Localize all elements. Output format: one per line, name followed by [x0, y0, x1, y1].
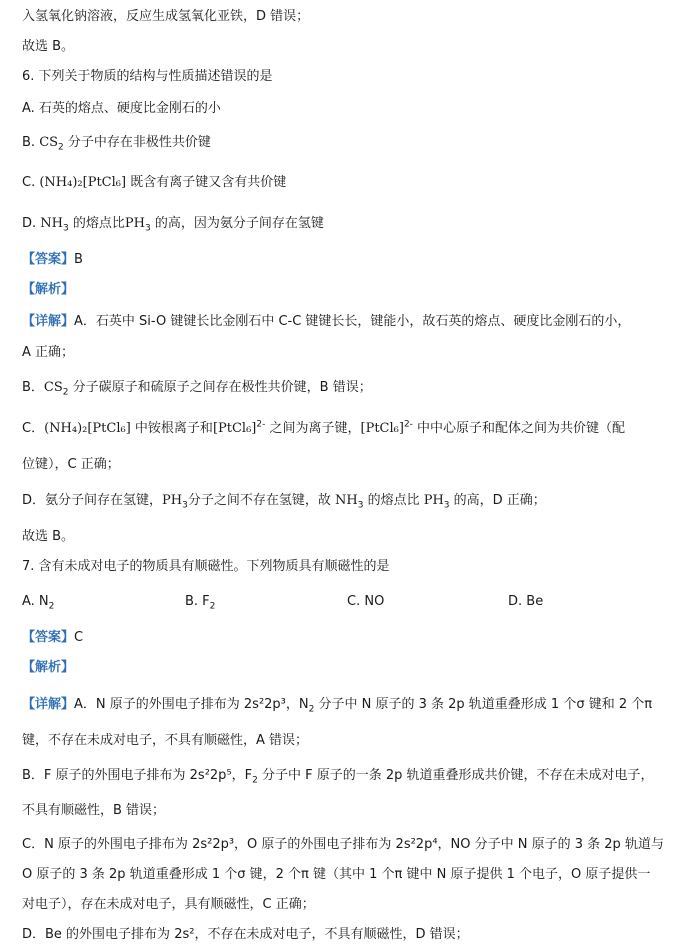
text: 的熔点比	[363, 493, 424, 508]
answer-value: C	[74, 630, 84, 645]
subscript: 2	[58, 142, 64, 153]
q5-choose: 故选 B。	[22, 39, 75, 54]
q6-analysis-tag	[22, 281, 74, 299]
q7-option-b	[185, 593, 215, 611]
prefix: D．氨分子间存在氢键，	[22, 493, 163, 508]
formula: CS	[39, 135, 59, 150]
formula: NH	[40, 216, 63, 231]
answer-tag: 【答案】	[22, 630, 75, 645]
text: 分子中 N 原子的 3 条 2p 轨道重叠形成 1 个σ 键和 2 个π	[314, 697, 653, 712]
formula: N	[298, 697, 309, 712]
prefix: D.	[22, 216, 41, 231]
text: 之间为离子键，	[265, 421, 361, 436]
subscript: 2	[252, 775, 258, 786]
q7-option-c: C. NO	[347, 594, 385, 609]
answer-tag: 【答案】	[22, 252, 75, 267]
subscript: 3	[63, 223, 69, 234]
formula: [PtCl₆]	[360, 421, 404, 436]
q7-detail-a-line2: 键，不存在未成对电子，不具有顺磁性，A 错误；	[22, 733, 309, 748]
formula: PH	[423, 493, 444, 508]
subscript: 2	[48, 601, 55, 612]
formula: NH	[334, 493, 358, 508]
q6-option-b	[22, 134, 211, 152]
subscript: 2	[62, 387, 69, 398]
analysis-tag: 【解析】	[22, 282, 75, 297]
prefix: B．	[22, 380, 44, 395]
subscript: 3	[443, 500, 450, 511]
q6-detail-d	[22, 492, 546, 510]
text: 中中心原子和配体之间为共价键（配	[412, 421, 626, 436]
q6-option-a: A. 石英的熔点、硬度比金刚石的小	[22, 101, 221, 116]
option-b-text: B. F	[185, 594, 210, 609]
analysis-tag: 【解析】	[22, 660, 75, 675]
q7-answer	[22, 629, 83, 647]
subscript: 3	[182, 500, 188, 511]
q7-option-d: D. Be	[508, 594, 544, 609]
formula: (NH₄)₂[PtCl₆]	[39, 175, 127, 190]
formula: PH	[162, 493, 183, 508]
option-a-text: A. N	[22, 594, 49, 609]
superscript: 2-	[403, 419, 413, 430]
text: 分子中存在非极性共价键	[63, 135, 211, 150]
formula: [PtCl₆]	[212, 421, 257, 436]
text: B．F 原子的外围电子排布为 2s²2p⁵，	[22, 768, 245, 783]
formula: F	[244, 768, 253, 783]
text: 分子中 F 原子的一条 2p 轨道重叠形成共价键，不存在未成对电子，	[257, 768, 654, 783]
detail-tag: 【详解】	[22, 697, 75, 712]
superscript: 2-	[256, 419, 266, 430]
q6-detail-c-line1	[22, 420, 625, 438]
q6-detail-a-line2: A 正确；	[22, 345, 75, 360]
text: A．N 原子的外围电子排布为 2s²2p³，	[74, 697, 299, 712]
q7-detail-d: D．Be 的外围电子排布为 2s²，不存在未成对电子，不具有顺磁性，D 错误；	[22, 927, 469, 942]
subscript: 2	[308, 704, 315, 715]
q6-choose: 故选 B。	[22, 529, 75, 544]
text: 既含有离子键又含有共价键	[126, 175, 287, 190]
q7-analysis-tag	[22, 659, 74, 677]
q6-option-c	[22, 174, 286, 192]
prefix: C.	[22, 175, 40, 190]
q5-text-line: 入氢氧化钠溶液，反应生成氢氧化亚铁，D 错误；	[22, 9, 310, 24]
prefix: C．	[22, 421, 45, 436]
q6-detail-c-line2: 位键），C 正确；	[22, 457, 120, 472]
subscript: 2	[209, 601, 216, 612]
q6-answer	[22, 251, 83, 269]
subscript: 3	[144, 223, 151, 234]
text: 的熔点比	[68, 216, 125, 231]
subscript: 3	[357, 500, 364, 511]
q6-detail-b	[22, 379, 372, 397]
prefix: B.	[22, 135, 40, 150]
q7-detail-a-line1	[22, 696, 652, 714]
q7-detail-b-line1	[22, 767, 654, 785]
text: 中铵根离子和	[130, 421, 213, 436]
q6-option-d	[22, 215, 324, 233]
q6-stem: 6. 下列关于物质的结构与性质描述错误的是	[22, 69, 273, 84]
formula: CS	[43, 380, 63, 395]
text: 分子碳原子和硫原子之间存在极性共价键，B 错误；	[68, 380, 372, 395]
q7-detail-b-line2: 不具有顺磁性，B 错误；	[22, 803, 166, 818]
text: 的高，因为氨分子间存在氢键	[150, 216, 324, 231]
q6-detail-a-line1	[22, 313, 630, 331]
text: 的高，D 正确；	[449, 493, 546, 508]
formula: (NH₄)₂[PtCl₆]	[44, 421, 131, 436]
text: A．石英中 Si-O 键键长比金刚石中 C-C 键键长长，键能小，故石英的熔点、硬度比金刚石的小，	[74, 314, 631, 329]
text: 分子之间不存在氢键，故	[187, 493, 335, 508]
q7-stem: 7. 含有未成对电子的物质具有顺磁性。下列物质具有顺磁性的是	[22, 559, 390, 574]
answer-value: B	[74, 252, 83, 267]
q7-detail-c-line3: 对电子），存在未成对电子，具有顺磁性，C 正确；	[22, 897, 315, 912]
detail-tag: 【详解】	[22, 314, 75, 329]
q7-option-a	[22, 593, 54, 611]
q7-detail-c-line1: C．N 原子的外围电子排布为 2s²2p³，O 原子的外围电子排布为 2s²2p⁴，NO 分子中 N 原子的 3 条 2p 轨道与	[22, 837, 664, 852]
q7-detail-c-line2: O 原子的 3 条 2p 轨道重叠形成 1 个σ 键，2 个π 键（其中 1 个π 键中 N 原子提供 1 个电子，O 原子提供一	[22, 867, 651, 882]
formula: PH	[124, 216, 145, 231]
